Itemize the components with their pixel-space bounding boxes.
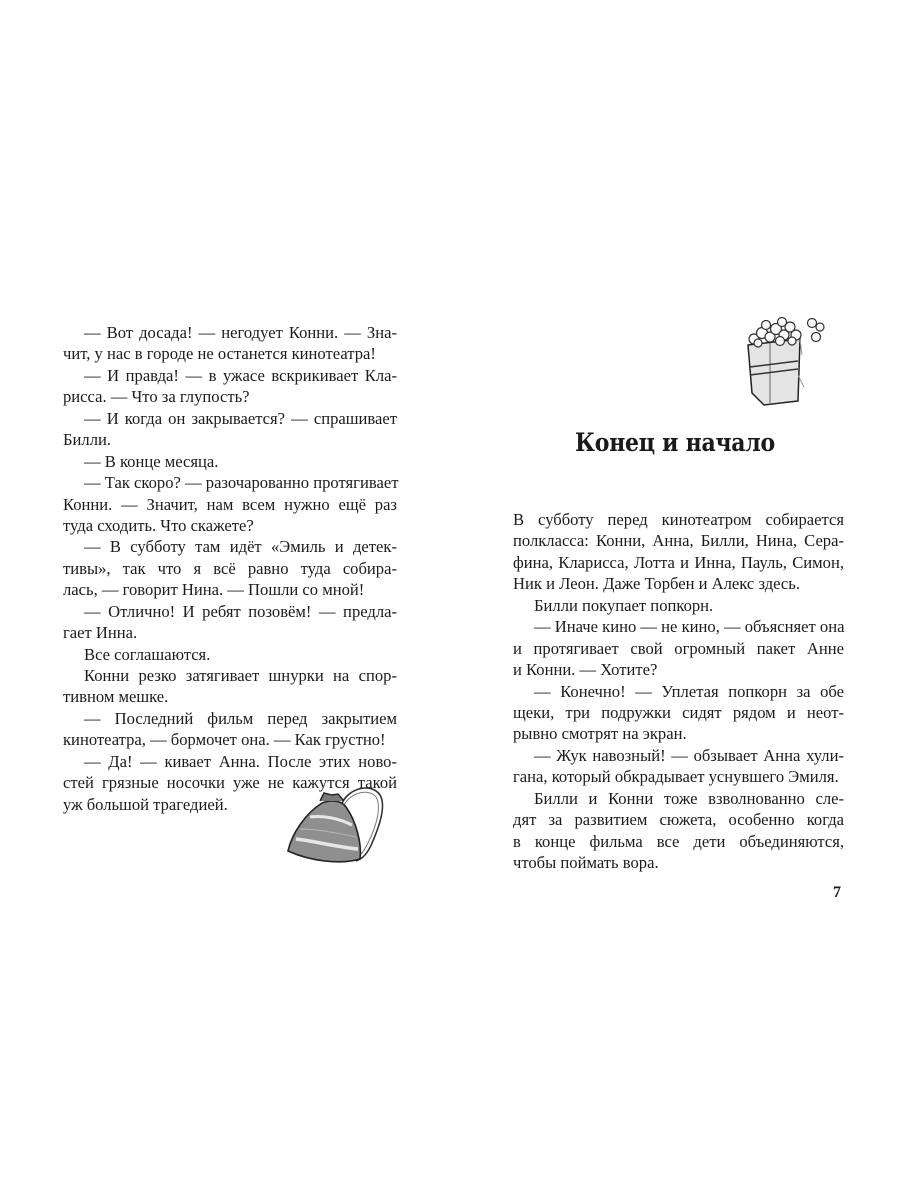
text-line: стей грязные носочки уже не кажутся такой (63, 773, 397, 793)
popcorn-icon (742, 315, 830, 407)
chapter-title: Конец и начало (575, 428, 775, 457)
text-line: — Конечно! — Уплетая попкорн за обе (534, 681, 844, 701)
text-line: лась, — говорит Нина. — Пошли со мной! (63, 580, 365, 600)
right-page (450, 0, 900, 1200)
text-line: и протягивает свой огромный пакет Анне (513, 638, 844, 658)
sports-bag-icon (280, 785, 390, 865)
text-line: — Отлично! И ребят позовём! — предла- (84, 601, 397, 621)
text-line: полкласса: Конни, Анна, Билли, Нина, Сера- (513, 531, 844, 551)
text-line: в конце фильма все дети объединяются, (513, 831, 844, 851)
text-line: тивы», так что я всё равно туда собира- (63, 558, 397, 578)
text-line: — И когда он закрывается? — спрашивает (84, 408, 397, 428)
right-page-text (513, 509, 844, 873)
text-line: Все соглашаются. (84, 644, 211, 664)
text-line: — Так скоро? — разочарованно протягивает (84, 473, 399, 493)
text-line: щеки, три подружки сидят рядом и неот- (513, 702, 844, 722)
text-line: — Да! — кивает Анна. После этих ново- (84, 751, 397, 771)
text-line: чтобы поймать вора. (513, 853, 659, 872)
text-line: Билли и Конни тоже взволнованно сле- (534, 788, 844, 808)
text-line: — Последний фильм перед закрытием (84, 708, 397, 728)
text-line: Билли. (63, 430, 111, 450)
text-line: и Конни. — Хотите? (513, 660, 658, 680)
text-line: гана, который обкрадывает уснувшего Эмиля. (513, 767, 839, 787)
text-line: Конни резко затягивает шнурки на спор- (84, 666, 397, 685)
left-page-text (63, 322, 397, 815)
text-line: — И правда! — в ужасе вскрикивает Кла- (84, 365, 397, 385)
text-line: чит, у нас в городе не останется кинотеатра! (63, 344, 376, 364)
text-line: Ник и Леон. Даже Торбен и Алекс здесь. (513, 574, 801, 594)
text-line: рисса. — Что за глупость? (63, 387, 250, 407)
text-line: — Иначе кино — не кино, — объясняет она (534, 617, 845, 637)
text-line: Конни. — Значит, нам всем нужно ещё раз (63, 494, 397, 514)
text-line: — В конце месяца. (84, 451, 219, 471)
text-line: — Вот досада! — негодует Конни. — Зна- (84, 323, 397, 342)
text-line: рывно смотрят на экран. (513, 724, 687, 744)
text-line: Билли покупает попкорн. (534, 595, 714, 615)
text-line: кинотеатра, — бормочет она. — Как грустно! (63, 730, 386, 750)
text-line: — В субботу там идёт «Эмиль и детек- (84, 537, 397, 557)
text-line: туда сходить. Что скажете? (63, 515, 254, 535)
text-line: дят за развитием сюжета, особенно когда (513, 810, 844, 830)
page-number: 7 (833, 884, 841, 901)
text-line: — Жук навозный! — обзывает Анна хули- (534, 745, 844, 765)
text-line: уж большой трагедией. (63, 794, 228, 814)
text-line: В субботу перед кинотеатром собирается (513, 510, 844, 529)
text-line: гает Инна. (63, 623, 138, 643)
text-line: фина, Кларисса, Лотта и Инна, Пауль, Симон, (513, 552, 844, 572)
text-line: тивном мешке. (63, 687, 169, 707)
